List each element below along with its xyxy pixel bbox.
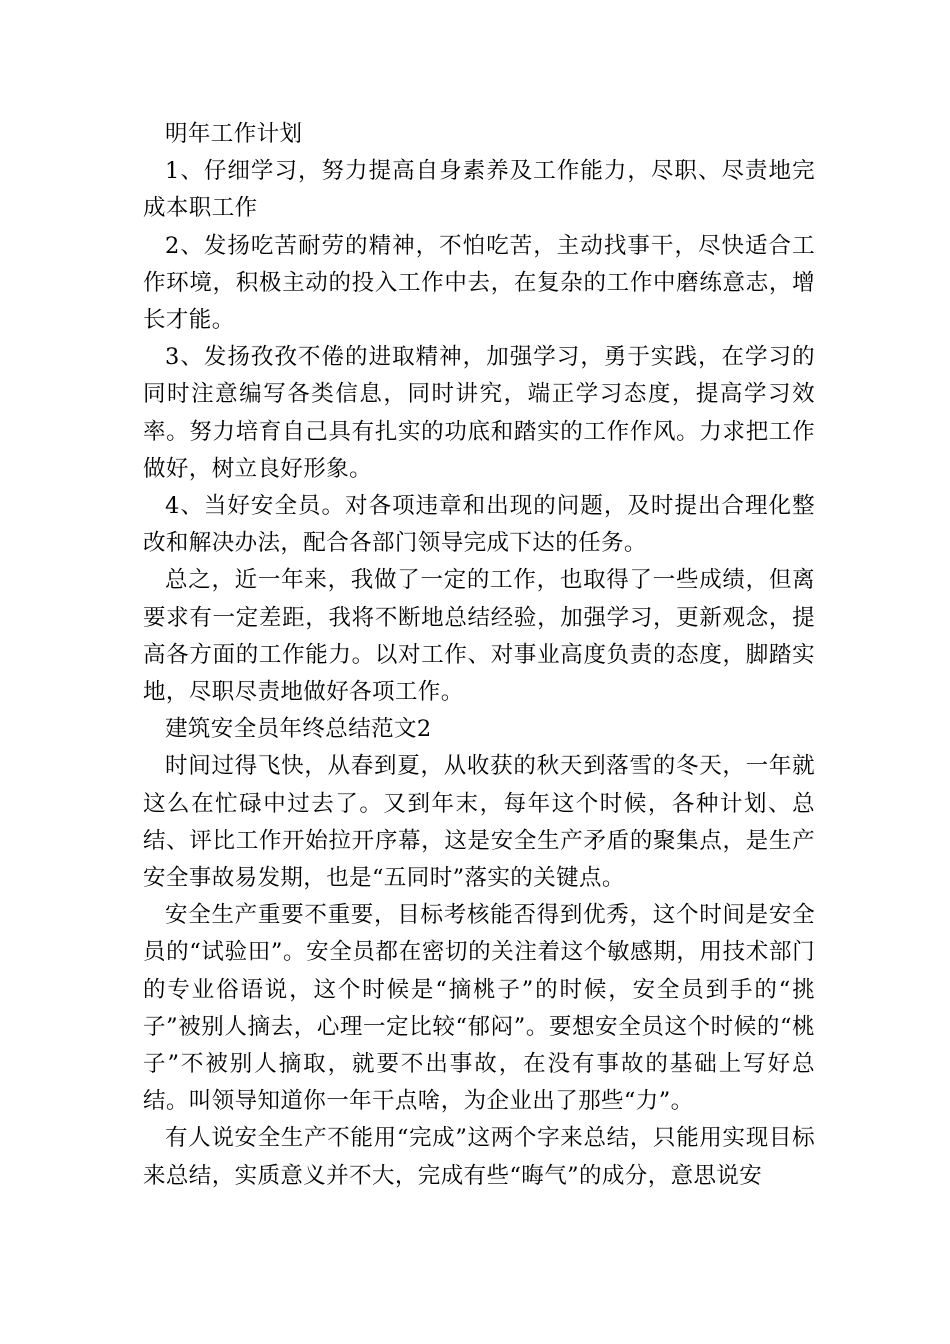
summary-paragraph: 总之，近一年来，我做了一定的工作，也取得了一些成绩，但离要求有一定差距，我将不断地总结经验，加强学习，更新观念，提高各方面的工作能力。以对工作、对事业高度负责的态度，脚踏实地，尽职尽责地做好各项工作。 — [143, 567, 815, 706]
body-paragraph: 安全生产重要不重要，目标考核能否得到优秀，这个时间是安全员的“试验田”。安全员都在密切的关注着这个敏感期，用技术部门的专业俗语说，这个时候是“摘桃子”的时候，安全员到手的“挑子”被别人摘去，心理一定比较“郁闷”。要想安全员这个时候的“桃子”不被别人摘取，就要不出事故，在没有事故的基础上写好总结。叫领导知道你一年干点啥，为企业出了那些“力”。 — [143, 902, 815, 1115]
plan-item-4: 4、当好安全员。对各项违章和出现的问题，及时提出合理化整改和解决办法，配合各部门领导完成下达的任务。 — [143, 493, 815, 557]
plan-item-2: 2、发扬吃苦耐劳的精神，不怕吃苦，主动找事干，尽快适合工作环境，积极主动的投入工作中去，在复杂的工作中磨练意志，增长才能。 — [143, 232, 815, 334]
section-heading-sample-2: 建筑安全员年终总结范文2 — [165, 716, 432, 743]
body-paragraph: 有人说安全生产不能用“完成”这两个字来总结，只能用实现目标来总结，实质意义并不大，完成有些“晦气”的成分，意思说安 — [143, 1125, 815, 1189]
body-paragraph: 时间过得飞快，从春到夏，从收获的秋天到落雪的冬天，一年就这么在忙碌中过去了。又到年末，每年这个时候，各种计划、总结、评比工作开始拉开序幕，这是安全生产矛盾的聚集点，是生产安全事故易发期，也是“五同时”落实的关键点。 — [143, 753, 815, 892]
document-body — [143, 116, 815, 1195]
plan-item-1: 1、仔细学习，努力提高自身素养及工作能力，尽职、尽责地完成本职工作 — [143, 158, 815, 222]
plan-item-3: 3、发扬孜孜不倦的进取精神，加强学习，勇于实践，在学习的同时注意编写各类信息，同时讲究，端正学习态度，提高学习效率。努力培育自己具有扎实的功底和踏实的工作作风。力求把工作做好，树立良好形象。 — [143, 344, 815, 482]
section-heading-next-year-plan: 明年工作计划 — [165, 121, 303, 147]
